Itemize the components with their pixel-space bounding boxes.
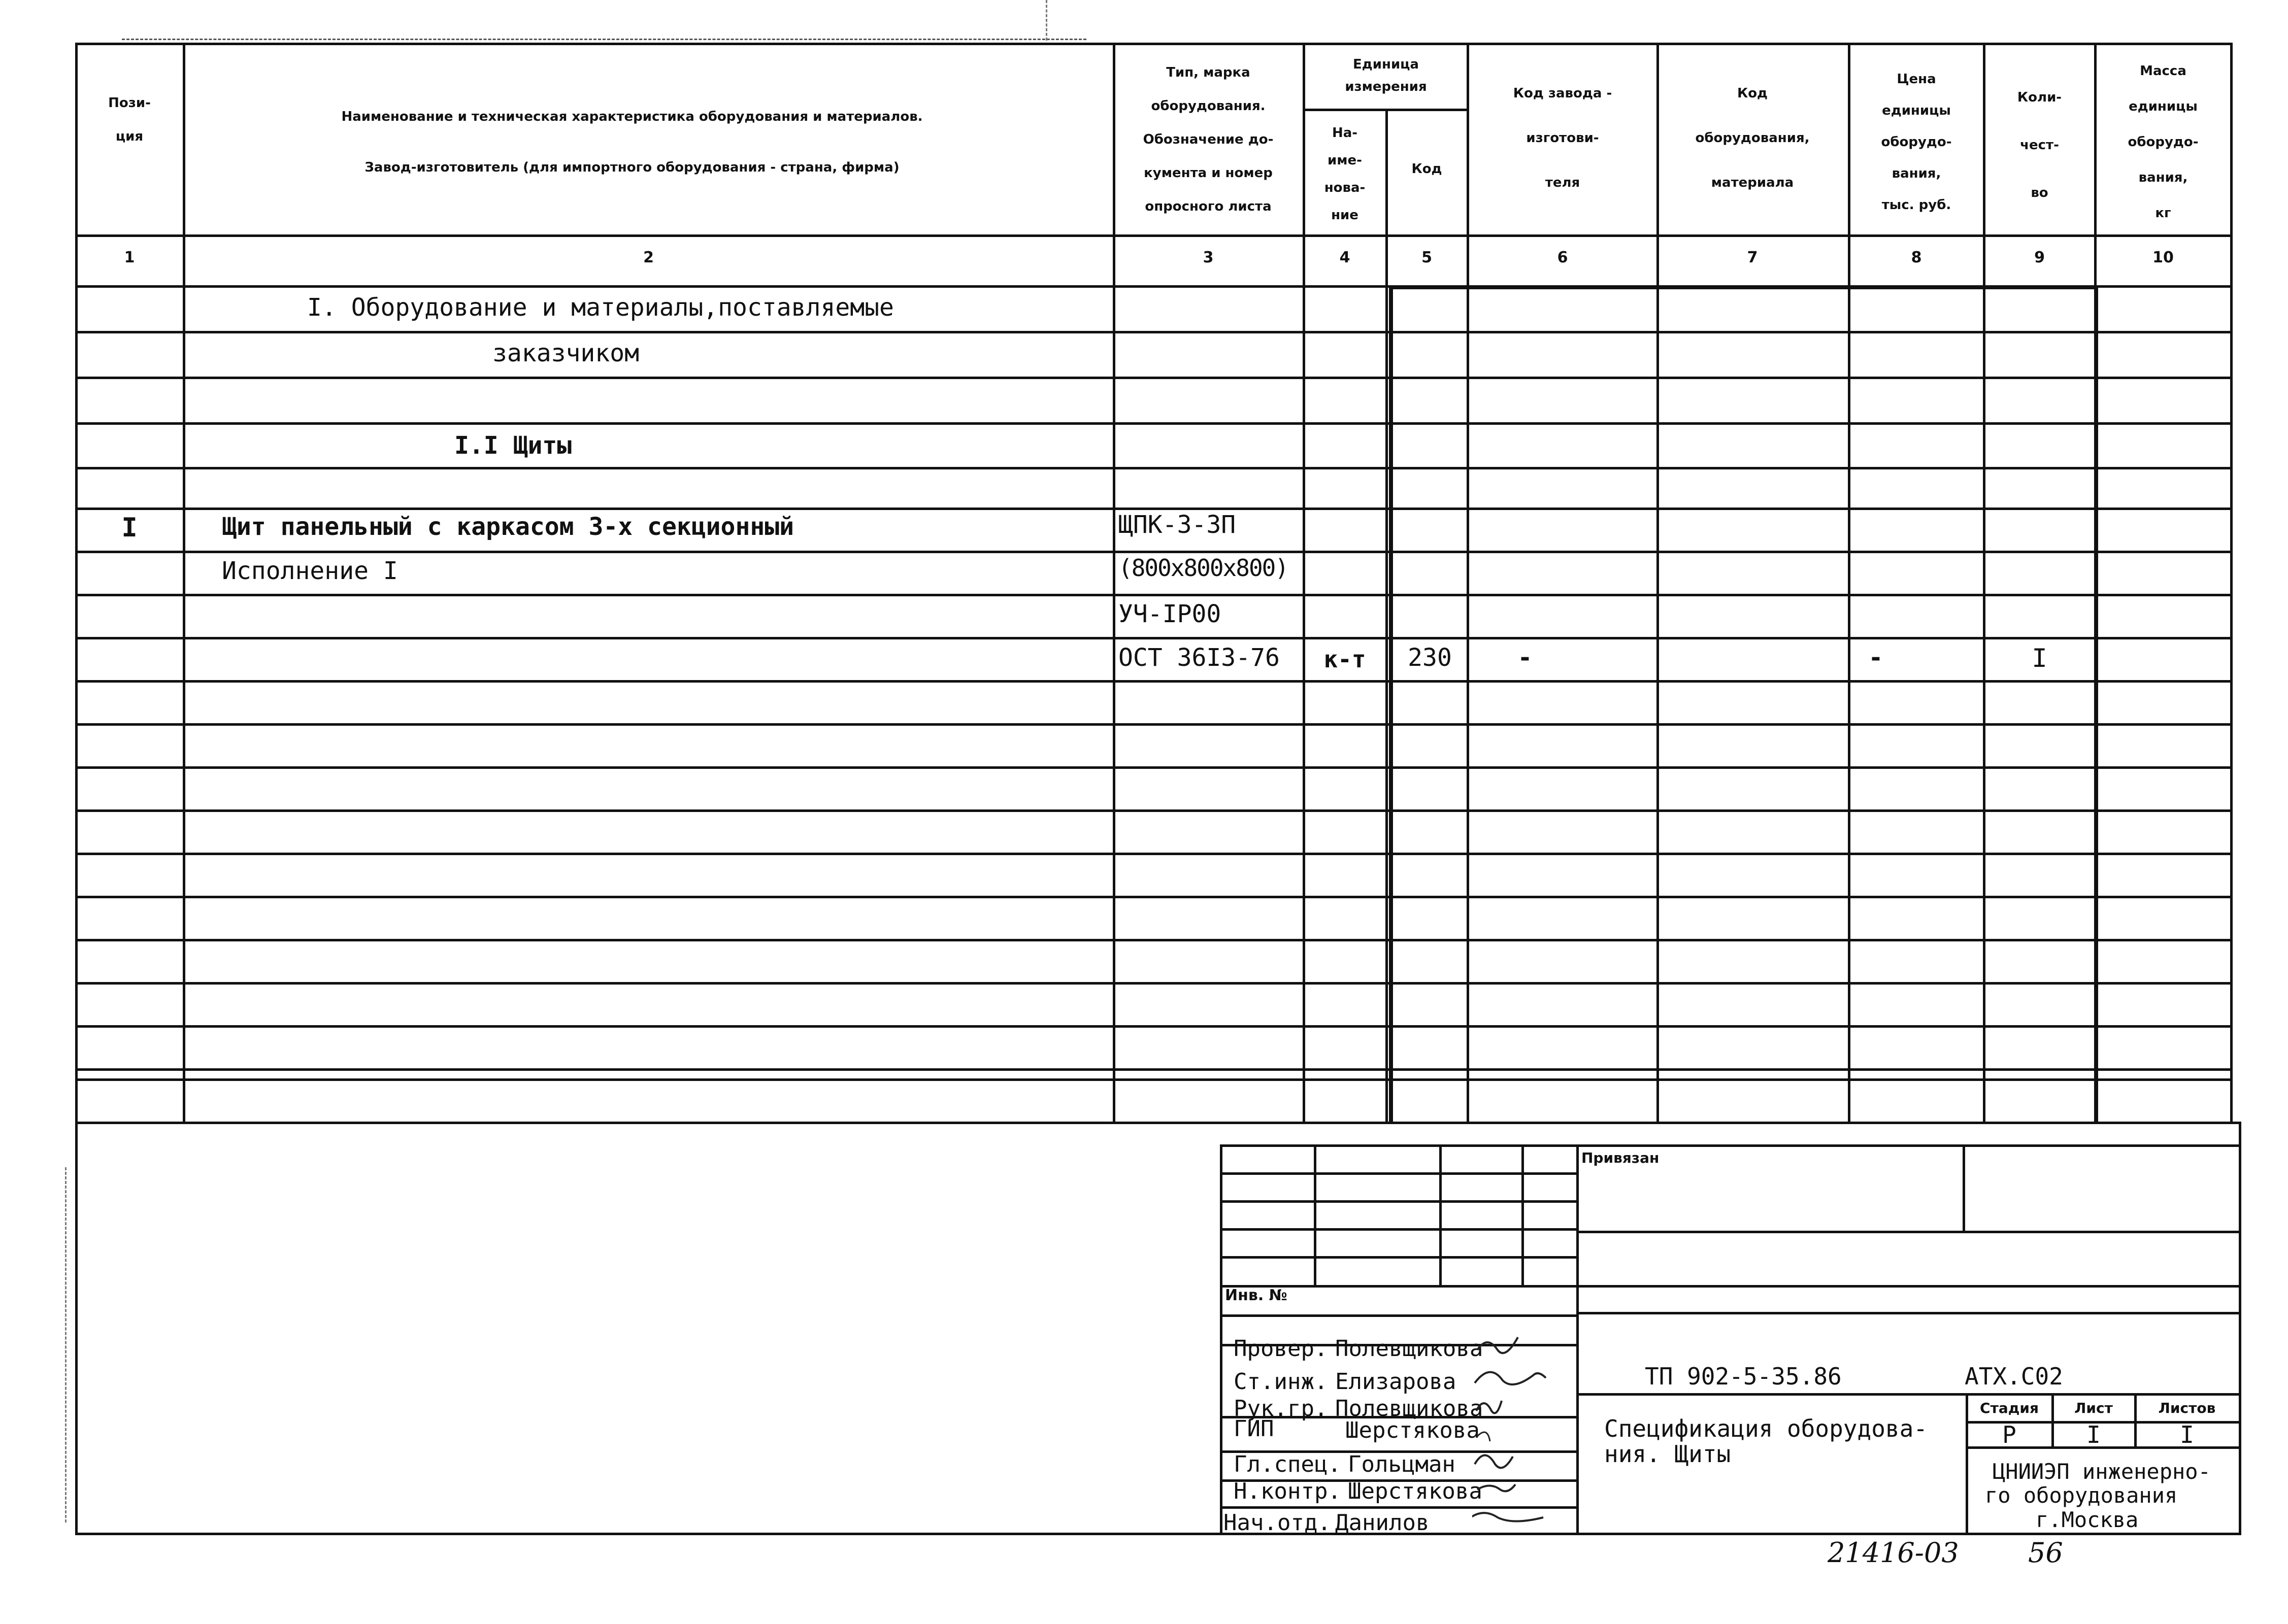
item-plant-code: -	[1517, 644, 1533, 672]
header-position: Пози- ция	[108, 95, 151, 144]
item-unit: к-т	[1323, 646, 1366, 673]
archive-number: 21416-03	[1828, 1537, 1959, 1569]
item-price: -	[1868, 644, 1883, 672]
stage-label: Стадия	[1980, 1400, 2039, 1416]
scan-artifact-left	[65, 1167, 67, 1522]
column-number: 4	[1339, 249, 1350, 266]
item-name: Щит панельный с каркасом 3-х секционный	[222, 513, 794, 541]
header-plant-code: Код завода - изготови- теля	[1513, 86, 1612, 190]
header-unit-name: На- име- нова- ние	[1324, 125, 1366, 223]
item-unit-code: 230	[1408, 644, 1452, 672]
stamp-bound-label: Привязан	[1581, 1149, 1660, 1166]
organization-name-continued: го оборудования	[1985, 1483, 2178, 1508]
document-code: АТХ.С02	[1965, 1363, 2063, 1390]
stamp-person: Елизарова	[1335, 1369, 1456, 1395]
stamp-role: Нач.отд.	[1223, 1510, 1331, 1536]
header-type: Тип, марка оборудования. Обозначение до- кумента и номер опросного листа	[1143, 65, 1274, 214]
item-position: I	[121, 513, 138, 543]
stamp-role: Провер.	[1234, 1336, 1328, 1362]
column-number: 8	[1911, 249, 1922, 266]
item-type-mark: ЩПК-3-3П	[1118, 511, 1236, 539]
project-code: ТП 902-5-35.86	[1645, 1363, 1842, 1390]
sheet-label: Лист	[2074, 1400, 2113, 1416]
header-name: Наименование и техническая характеристика оборудования и материалов. Завод-изготовитель (для импортного оборудования - страна, фирма)	[341, 109, 923, 175]
column-number: 7	[1747, 249, 1758, 266]
header-quantity: Коли- чест- во	[2017, 90, 2062, 200]
organization-name: ЦНИИЭП инженерно-	[1993, 1459, 2211, 1484]
sheets-label: Листов	[2158, 1400, 2216, 1416]
stamp-role: Рук.гр.	[1234, 1396, 1328, 1422]
stamp-person: Полевщикова	[1335, 1396, 1483, 1422]
subsection-title: I.I Щиты	[454, 431, 572, 460]
page-number: 56	[2028, 1537, 2063, 1569]
stamp-person: Шерстякова	[1345, 1417, 1480, 1443]
column-number: 10	[2152, 249, 2174, 266]
item-variant: Исполнение I	[222, 557, 398, 585]
header-unit-group: Единица измерения	[1345, 57, 1427, 94]
column-number: 6	[1557, 249, 1568, 266]
document-title-continued: ния. Щиты	[1604, 1440, 1731, 1468]
section-title: I. Оборудование и материалы,поставляемые	[307, 293, 894, 322]
stamp-person: Данилов	[1335, 1510, 1430, 1536]
scan-artifact-top	[122, 39, 1086, 40]
column-number: 9	[2034, 249, 2045, 266]
document-title: Спецификация оборудова-	[1604, 1415, 1928, 1442]
item-climate-code: УЧ-IР00	[1118, 600, 1221, 628]
header-price: Цена единицы оборудо- вания, тыс. руб.	[1881, 72, 1952, 213]
column-number: 1	[124, 249, 135, 266]
section-title-continued: заказчиком	[492, 339, 639, 367]
item-quantity: I	[2032, 644, 2047, 673]
stamp-person: Полевщикова	[1335, 1336, 1483, 1362]
fold-line	[1046, 0, 1047, 41]
item-standard: ОСТ 36I3-76	[1118, 644, 1280, 672]
sheets-value: I	[2180, 1421, 2194, 1448]
sheet-value: I	[2086, 1421, 2101, 1448]
header-equipment-code: Код оборудования, материала	[1695, 86, 1810, 190]
header-unit-code: Код	[1411, 161, 1442, 177]
organization-city: г.Москва	[2036, 1507, 2139, 1532]
column-number: 3	[1203, 249, 1214, 266]
column-number: 2	[643, 249, 654, 266]
item-dimensions: (800x800x800)	[1118, 554, 1288, 582]
header-mass: Масса единицы оборудо- вания, кг	[2128, 63, 2199, 221]
stamp-inventory-label: Инв. №	[1225, 1287, 1287, 1304]
stamp-person: Шерстякова	[1348, 1478, 1482, 1504]
stamp-role: Н.контр.	[1234, 1478, 1341, 1504]
stamp-person: Гольцман	[1348, 1451, 1455, 1477]
stamp-role: ГИП	[1234, 1416, 1274, 1442]
column-number: 5	[1421, 249, 1432, 266]
signature-scribbles	[1472, 1330, 1574, 1533]
stage-value: Р	[2002, 1421, 2016, 1448]
stamp-role: Ст.инж.	[1234, 1369, 1328, 1395]
stamp-role: Гл.спец.	[1234, 1451, 1341, 1477]
